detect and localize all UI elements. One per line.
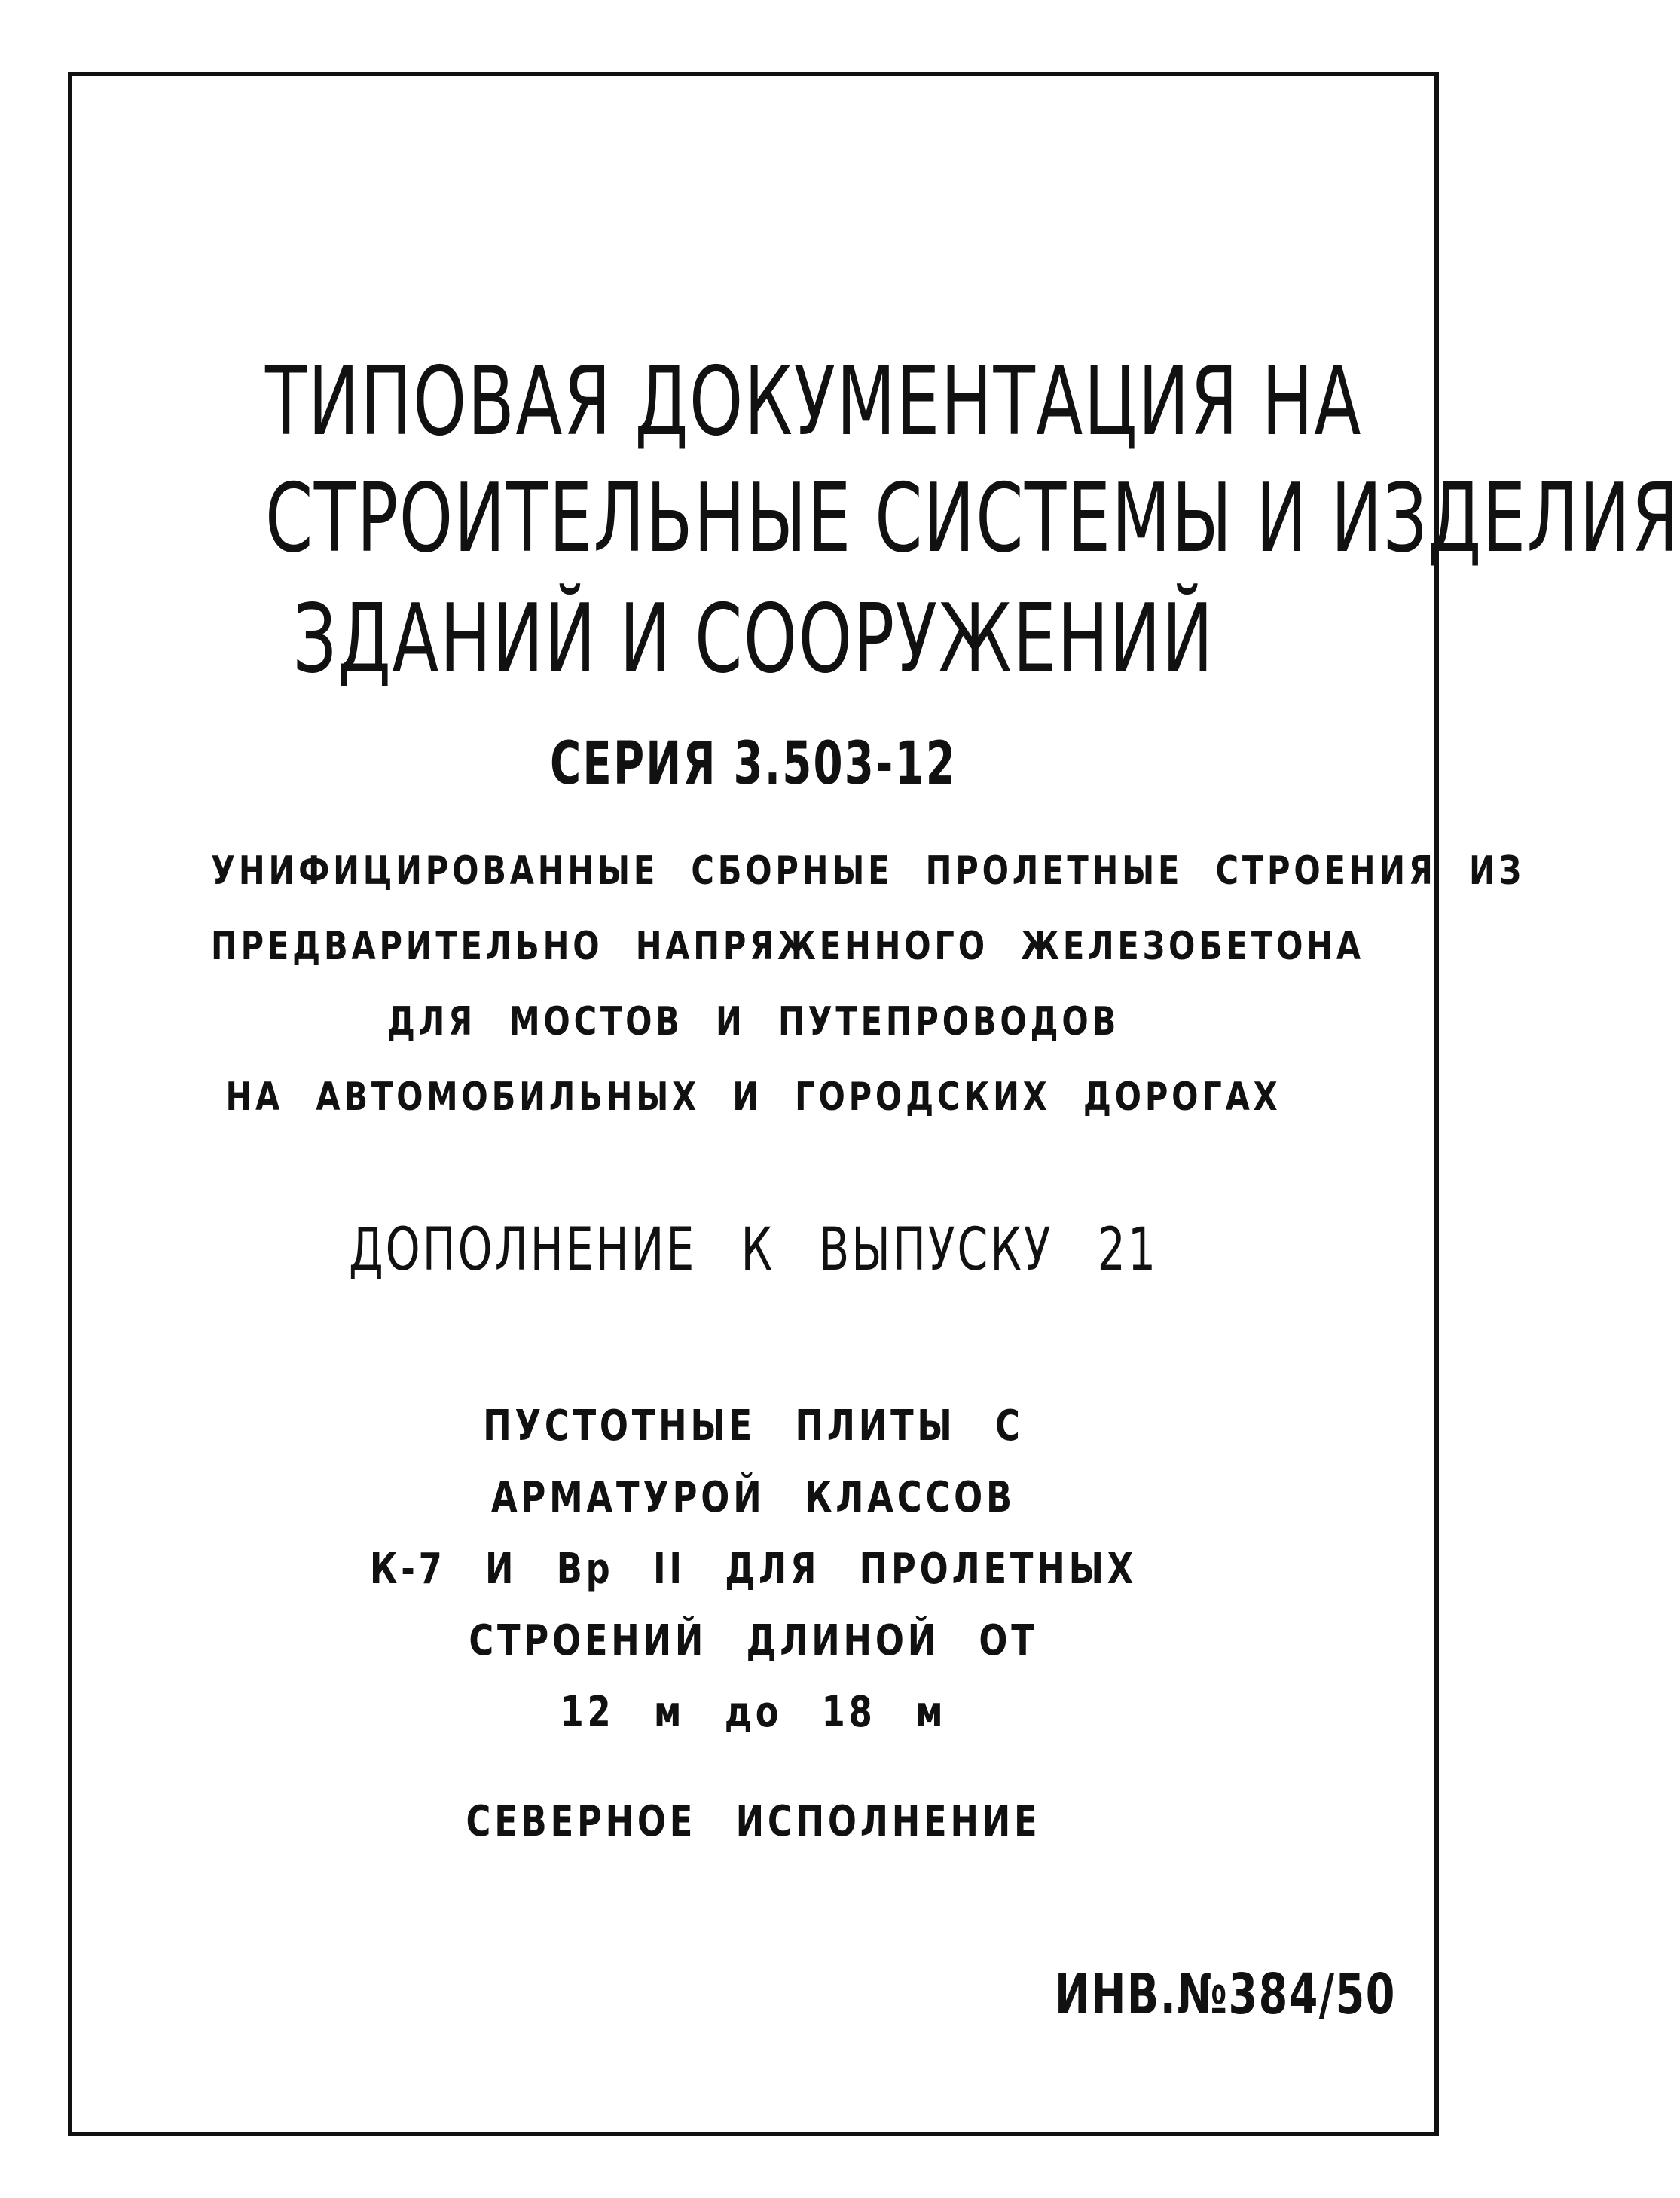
subject-line-3: К-7 И Вр II ДЛЯ ПРОЛЕТНЫХ — [369, 1545, 1138, 1594]
subject-line-4: СТРОЕНИЙ ДЛИНОЙ ОТ — [469, 1616, 1038, 1665]
description-line-3: ДЛЯ МОСТОВ И ПУТЕПРОВОДОВ — [386, 999, 1120, 1044]
inventory-number: ИНВ.№384/50 — [1055, 1962, 1396, 2027]
execution-type: СЕВЕРНОЕ ИСПОЛНЕНИЕ — [466, 1797, 1041, 1846]
description-line-4: НА АВТОМОБИЛЬНЫХ И ГОРОДСКИХ ДОРОГАХ — [225, 1075, 1281, 1120]
title-line-2: СТРОИТЕЛЬНЫЕ СИСТЕМЫ И ИЗДЕЛИЯ — [265, 463, 1680, 573]
subject-line-1: ПУСТОТНЫЕ ПЛИТЫ С — [483, 1402, 1024, 1451]
subject-line-2: АРМАТУРОЙ КЛАССОВ — [491, 1473, 1016, 1522]
description-line-2: ПРЕДВАРИТЕЛЬНО НАПРЯЖЕННОГО ЖЕЛЕЗОБЕТОНА — [211, 924, 1364, 969]
description-line-1: УНИФИЦИРОВАННЫЕ СБОРНЫЕ ПРОЛЕТНЫЕ СТРОЕНИЯ ИЗ — [211, 848, 1526, 894]
supplement-heading: ДОПОЛНЕНИЕ К ВЫПУСКУ 21 — [348, 1216, 1159, 1284]
title-line-1: ТИПОВАЯ ДОКУМЕНТАЦИЯ НА — [265, 346, 1362, 457]
series-number: СЕРИЯ 3.503-12 — [550, 730, 957, 798]
subject-line-5: 12 м до 18 м — [560, 1688, 947, 1737]
title-line-3: ЗДАНИЙ И СООРУЖЕНИЙ — [292, 583, 1214, 694]
